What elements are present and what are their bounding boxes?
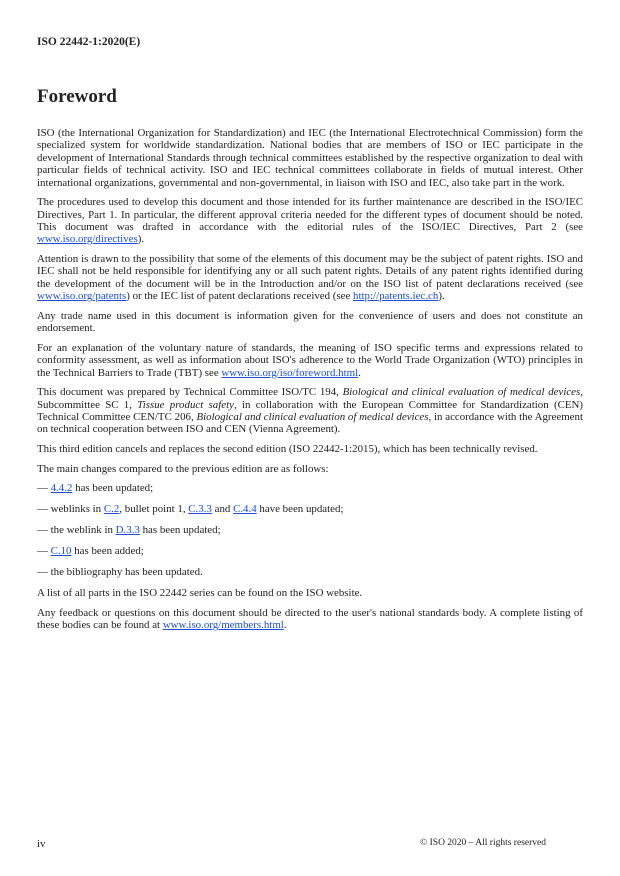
- list-item: [37, 482, 583, 494]
- italic-title: Biological and clinical evaluation of medical devices: [342, 386, 581, 399]
- text-span: ).: [137, 233, 145, 246]
- paragraph: [37, 463, 583, 475]
- document-id-header: ISO 22442-1:2020(E): [37, 36, 141, 48]
- text-span: has been updated;: [72, 482, 154, 495]
- text-span: , in accordance with the Agreement on technical cooperation between ISO and CEN (Vienna Agreement).: [37, 411, 583, 436]
- paragraph: [37, 342, 583, 379]
- paragraph: [37, 196, 583, 246]
- list-item: [37, 524, 583, 536]
- hyperlink[interactable]: www.iso.org/patents: [37, 290, 127, 303]
- text-span: , bullet point 1,: [119, 503, 189, 516]
- paragraph: [37, 607, 583, 632]
- text-span: and: [211, 503, 234, 516]
- text-span: , in collaboration with the European Committee for Standardization (CEN) Technical Committee CEN/TC 206,: [37, 398, 583, 424]
- hyperlink[interactable]: C.10: [50, 545, 72, 558]
- list-item: [37, 566, 583, 578]
- text-span: Attention is drawn to the possibility that some of the elements of this document may be the subject of patent rights. ISO and IEC shall not be held responsible for identifying any or all such patent rights. Details of any patent rights identified during the development of the document will be in the Introduction and/or on the ISO list of patent declarations received (see: [37, 253, 583, 290]
- text-span: —: [37, 545, 51, 558]
- text-span: has been added;: [71, 545, 144, 558]
- text-span: —: [37, 482, 51, 495]
- text-span: ) or the IEC list of patent declarations received (see: [126, 290, 354, 303]
- hyperlink[interactable]: C.4.4: [233, 503, 257, 516]
- hyperlink[interactable]: C.2: [103, 503, 120, 516]
- text-span: For an explanation of the voluntary nature of standards, the meaning of ISO specific terms and expressions related to conformity assessment, as well as information about ISO's adherence to the World Trade Organization (WTO) principles in the Technical Barriers to Trade (TBT) see: [37, 341, 583, 379]
- paragraph: [37, 587, 583, 599]
- text-span: has been updated;: [139, 524, 221, 537]
- list-item: [37, 503, 583, 515]
- italic-title: Biological and clinical evaluation of medical devices: [196, 411, 429, 424]
- hyperlink[interactable]: D.3.3: [115, 524, 140, 537]
- text-span: Any feedback or questions on this document should be directed to the user's national standards body. A complete listing of these bodies can be found at: [37, 606, 583, 632]
- page-footer: [37, 838, 546, 850]
- hyperlink[interactable]: www.iso.org/directives: [37, 233, 138, 246]
- text-span: — the bibliography has been updated.: [37, 566, 203, 579]
- hyperlink[interactable]: www.iso.org/members.html: [162, 619, 284, 632]
- text-span: , Subcommittee SC 1,: [37, 386, 583, 411]
- paragraph: [37, 310, 583, 335]
- text-span: have been updated;: [256, 503, 344, 516]
- copyright-notice: © ISO 2020 – All rights reserved: [420, 838, 546, 848]
- paragraph: [37, 443, 583, 455]
- foreword-body: [37, 127, 583, 639]
- text-span: This document was prepared by Technical Committee ISO/TC 194,: [37, 386, 343, 399]
- text-span: .: [283, 619, 287, 632]
- text-span: The main changes compared to the previous edition are as follows:: [37, 462, 329, 475]
- page-title: Foreword: [37, 86, 117, 107]
- hyperlink[interactable]: 4.4.2: [50, 482, 73, 495]
- list-item: [37, 545, 583, 557]
- paragraph: [37, 127, 583, 189]
- text-span: ISO (the International Organization for Standardization) and IEC (the International Electrotechnical Commission) form the specialized system for worldwide standardization. National bodies that are members of ISO or IEC participate in the development of International Standards through technical committees established by the respective organization to deal with particular fields of technical activity. ISO and IEC technical committees collaborate in fields of mutual interest. Other international organizations, governmental and non-governmental, in liaison with ISO and IEC, also take part in the work.: [37, 127, 583, 189]
- text-span: — the weblink in: [37, 524, 116, 537]
- text-span: Any trade name used in this document is information given for the convenience of users and does not constitute an endorsement.: [37, 309, 583, 335]
- paragraph: [37, 386, 583, 436]
- text-span: .: [358, 366, 361, 379]
- text-span: The procedures used to develop this document and those intended for its further maintenance are described in the ISO/IEC Directives, Part 1. In particular, the different approval criteria needed for the different types of document should be noted. This document was drafted in accordance with the editorial rules of the ISO/IEC Directives, Part 2 (see: [37, 196, 583, 234]
- hyperlink[interactable]: C.3.3: [188, 503, 212, 516]
- text-span: A list of all parts in the ISO 22442 series can be found on the ISO website.: [37, 587, 363, 600]
- text-span: ).: [438, 290, 445, 303]
- hyperlink[interactable]: http://patents.iec.ch: [353, 290, 439, 303]
- page-number: iv: [37, 838, 46, 850]
- text-span: This third edition cancels and replaces the second edition (ISO 22442-1:2015), which has been technically revised.: [37, 443, 538, 456]
- hyperlink[interactable]: www.iso.org/iso/foreword.html: [221, 366, 359, 379]
- text-span: — weblinks in: [37, 503, 104, 516]
- italic-title: Tissue product safety: [137, 398, 234, 411]
- paragraph: [37, 253, 583, 303]
